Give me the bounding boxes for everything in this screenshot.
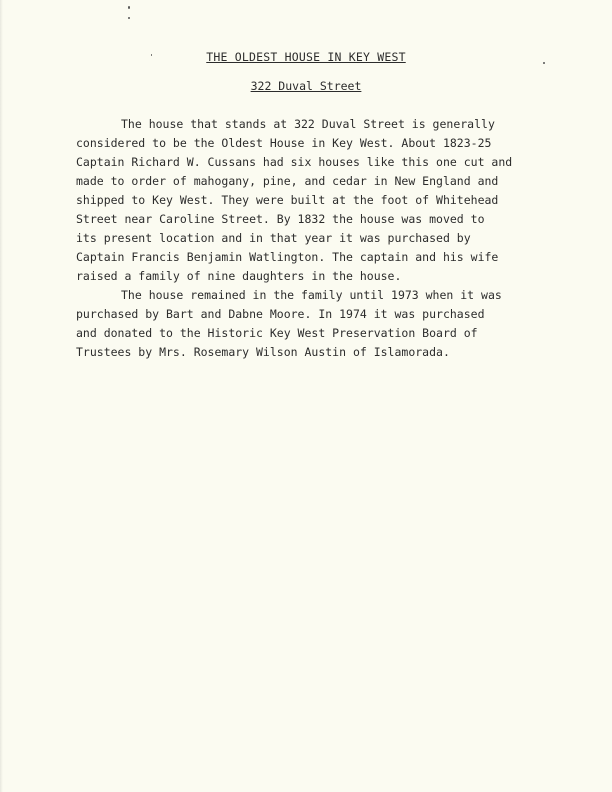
text-line: Street near Caroline Street. By 1832 the house was moved to: [76, 212, 485, 226]
paragraph-1: [76, 115, 576, 286]
text-line: its present location and in that year it was purchased by: [76, 231, 471, 245]
text-line: Captain Richard W. Cussans had six houses like this one cut and: [76, 155, 513, 169]
paragraph-2: [76, 286, 576, 362]
text-line: shipped to Key West. They were built at the foot of Whitehead: [76, 193, 499, 207]
page-edge-shadow: [0, 0, 3, 792]
text-line: raised a family of nine daughters in the house.: [76, 269, 402, 283]
paper-speck: [128, 6, 130, 9]
paper-speck: [128, 17, 130, 19]
text-line: The house that stands at 322 Duval Street is generally: [121, 117, 495, 131]
document-subtitle: 322 Duval Street: [250, 79, 362, 93]
text-line: made to order of mahogany, pine, and cedar in New England and: [76, 174, 499, 188]
text-line: purchased by Bart and Dabne Moore. In 1974 it was purchased: [76, 307, 485, 321]
text-line: and donated to the Historic Key West Preservation Board of: [76, 326, 478, 340]
text-line: considered to be the Oldest House in Key West. About 1823-25: [76, 136, 492, 150]
text-line: The house remained in the family until 1973 when it was: [121, 288, 502, 302]
text-line: Captain Francis Benjamin Watlington. The captain and his wife: [76, 250, 499, 264]
document-body: [76, 115, 576, 362]
text-line: Trustees by Mrs. Rosemary Wilson Austin of Islamorada.: [76, 345, 450, 359]
document-title: THE OLDEST HOUSE IN KEY WEST: [206, 50, 406, 64]
